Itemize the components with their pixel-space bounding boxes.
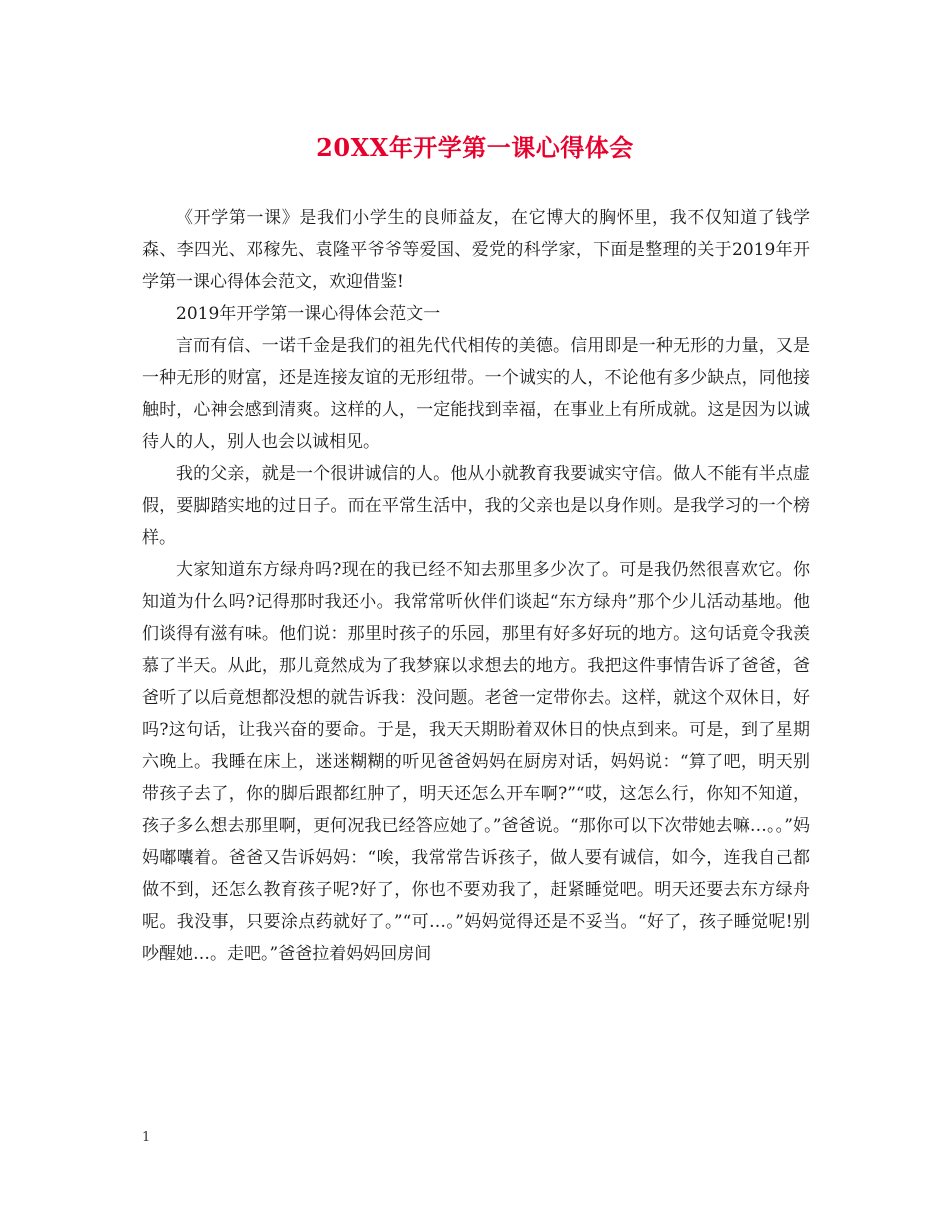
paragraph-intro: 《开学第一课》是我们小学生的良师益友，在它博大的胸怀里，我不仅知道了钱学森、李四光、邓稼先、袁隆平爷爷等爱国、爱党的科学家，下面是整理的关于2019年开学第一课心得体会范文，欢迎借鉴! <box>142 208 810 292</box>
document-body <box>142 202 810 970</box>
page-title: 20XX年开学第一课心得体会 <box>316 133 634 162</box>
paragraph-story: 大家知道东方绿舟吗?现在的我已经不知去那里多少次了。可是我仍然很喜欢它。你知道为什么吗?记得那时我还小。我常常听伙伴们谈起“东方绿舟”那个少儿活动基地。他们谈得有滋有味。他们说：那里时孩子的乐园，那里有好多好玩的地方。这句话竟令我羡慕了半天。从此，那儿竟然成为了我梦寐以求想去的地方。我把这件事情告诉了爸爸，爸爸听了以后竟想都没想的就告诉我：没问题。老爸一定带你去。这样，就这个双休日，好吗?这句话，让我兴奋的要命。于是，我天天期盼着双休日的快点到来。可是，到了星期六晚上。我睡在床上，迷迷糊糊的听见爸爸妈妈在厨房对话，妈妈说：“算了吧，明天别带孩子去了，你的脚后跟都红肿了，明天还怎么开车啊?”“哎，这怎么行，你知不知道，孩子多么想去那里啊，更何况我已经答应她了。”爸爸说。“那你可以下次带她去嘛…。。”妈妈嘟囔着。爸爸又告诉妈妈：“唉，我常常告诉孩子，做人要有诚信，如今，连我自己都做不到，还怎么教育孩子呢?好了，你也不要劝我了，赶紧睡觉吧。明天还要去东方绿舟呢。我没事，只要涂点药就好了。”“可…。”妈妈觉得还是不妥当。“好了，孩子睡觉呢!别吵醒她…。走吧。”爸爸拉着妈妈回房间 <box>142 560 810 964</box>
page-number: 1 <box>142 1130 151 1145</box>
paragraph-father: 我的父亲，就是一个很讲诚信的人。他从小就教育我要诚实守信。做人不能有半点虚假，要脚踏实地的过日子。而在平常生活中，我的父亲也是以身作则。是我学习的一个榜样。 <box>142 464 810 548</box>
section-heading: 2019年开学第一课心得体会范文一 <box>176 304 441 324</box>
paragraph-integrity: 言而有信、一诺千金是我们的祖先代代相传的美德。信用即是一种无形的力量，又是一种无形的财富，还是连接友谊的无形纽带。一个诚实的人，不论他有多少缺点，同他接触时，心神会感到清爽。这样的人，一定能找到幸福，在事业上有所成就。这是因为以诚待人的人，别人也会以诚相见。 <box>142 336 810 452</box>
